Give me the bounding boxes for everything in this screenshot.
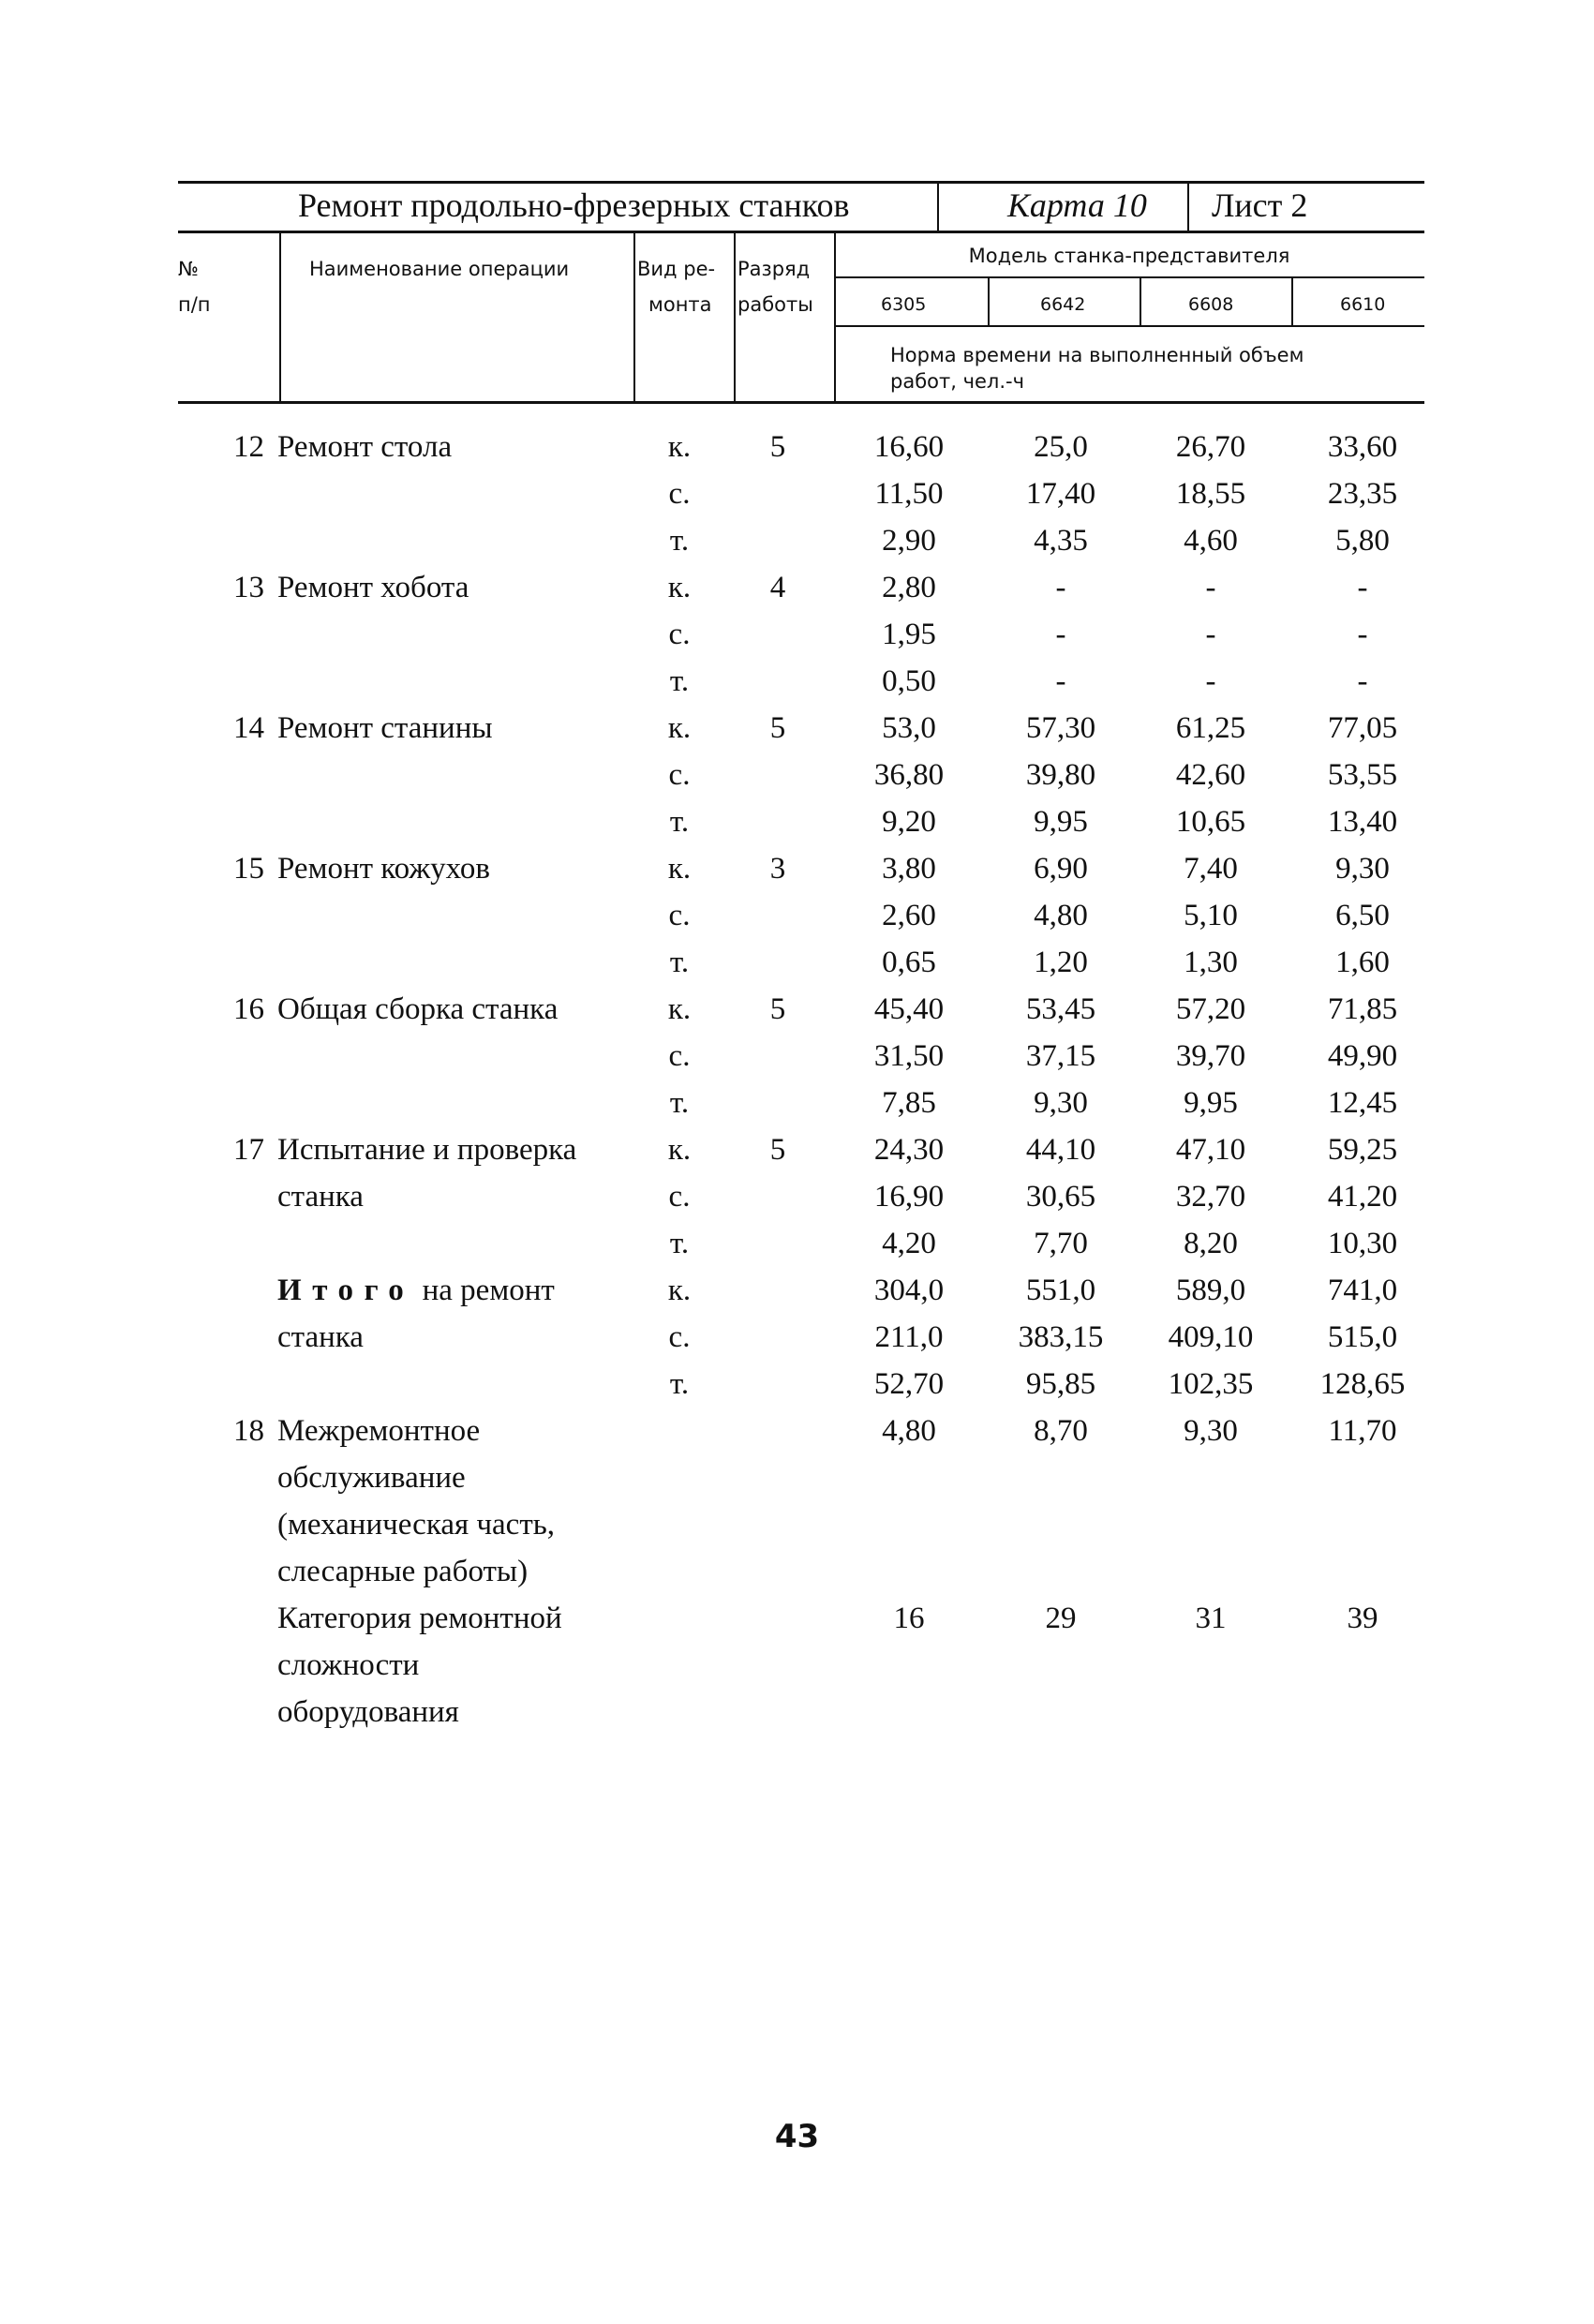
norm-value: 59,25 — [1327, 1133, 1398, 1167]
norm-value: 39,70 — [1175, 1039, 1246, 1073]
norm-value: 11,70 — [1328, 1414, 1397, 1448]
norm-value: 5,10 — [1184, 899, 1238, 932]
norm-value: 8,70 — [1034, 1414, 1088, 1448]
sheet-label: Лист 2 — [1212, 186, 1308, 224]
page-number: 43 — [774, 2118, 820, 2155]
norm-value: 23,35 — [1327, 477, 1398, 511]
norm-value: 0,65 — [882, 946, 936, 979]
norm-value: 1,95 — [882, 618, 936, 651]
row-number: 12 — [233, 430, 264, 464]
work-grade: 3 — [769, 852, 786, 886]
row-number: 14 — [233, 711, 264, 745]
norm-value: 741,0 — [1327, 1274, 1398, 1307]
norm-value: 8,20 — [1184, 1227, 1238, 1260]
norm-value: 0,50 — [882, 664, 936, 698]
row-number: 16 — [233, 992, 264, 1026]
norm-value: 25,0 — [1034, 430, 1088, 464]
norm-value: 1,30 — [1184, 946, 1238, 979]
norm-value: 2,90 — [882, 524, 936, 558]
norm-value: 9,20 — [882, 805, 936, 839]
total-word: Итого — [277, 1274, 415, 1307]
norm-value: 31 — [1195, 1601, 1227, 1635]
col-header-model-6610: 6610 — [1340, 294, 1386, 315]
norm-value: 3,80 — [882, 852, 936, 886]
norm-value: 128,65 — [1319, 1367, 1406, 1401]
norm-value: 9,95 — [1184, 1086, 1238, 1120]
norm-value: 18,55 — [1175, 477, 1246, 511]
norm-value: 33,60 — [1327, 430, 1398, 464]
norm-value: 4,20 — [882, 1227, 936, 1260]
norm-value: 71,85 — [1327, 992, 1398, 1026]
work-grade: 5 — [769, 992, 786, 1026]
norm-value: 11,50 — [874, 477, 944, 511]
model-group-rule — [834, 276, 1424, 278]
norm-value: 9,30 — [1335, 852, 1390, 886]
repair-type: к. — [667, 711, 692, 745]
norm-value: 32,70 — [1175, 1180, 1246, 1214]
model-sep-3 — [1291, 277, 1293, 326]
norm-value: 49,90 — [1327, 1039, 1398, 1073]
repair-type: с. — [668, 1039, 691, 1073]
col-header-no-1: № — [178, 258, 199, 280]
norm-value: 102,35 — [1168, 1367, 1254, 1401]
operation-name: станка — [277, 1320, 364, 1354]
norm-value: 13,40 — [1327, 805, 1398, 839]
header-col-sep-2 — [633, 232, 635, 403]
repair-type: с. — [668, 899, 691, 932]
repair-type: т. — [669, 1086, 690, 1120]
row-number: 18 — [233, 1414, 264, 1448]
norm-value: - — [1205, 571, 1216, 604]
col-header-model-6642: 6642 — [1040, 294, 1086, 315]
col-header-model-6608: 6608 — [1188, 294, 1234, 315]
table-title: Ремонт продольно-фрезерных станков — [298, 186, 850, 224]
norm-value: - — [1357, 571, 1368, 604]
repair-type: т. — [669, 524, 690, 558]
norm-value: - — [1055, 618, 1066, 651]
title-divider-2 — [1187, 184, 1189, 231]
total-rest: на ремонт — [414, 1274, 555, 1307]
norm-value: 5,80 — [1335, 524, 1390, 558]
operation-name: обслуживание — [277, 1461, 466, 1495]
header-bottom-rule — [178, 401, 1424, 404]
norm-value: 7,40 — [1184, 852, 1238, 886]
work-grade: 4 — [769, 571, 786, 604]
norm-value: 1,20 — [1034, 946, 1088, 979]
col-header-name: Наименование операции — [309, 258, 570, 280]
norm-value: - — [1205, 618, 1216, 651]
operation-name: Ремонт хобота — [277, 571, 469, 604]
norm-value: 42,60 — [1175, 758, 1246, 792]
norm-value: 12,45 — [1327, 1086, 1398, 1120]
row-number: 17 — [233, 1133, 264, 1167]
norm-value: 47,10 — [1175, 1133, 1246, 1167]
norm-value: 31,50 — [873, 1039, 945, 1073]
norm-value: 37,15 — [1025, 1039, 1096, 1073]
norm-value: 2,80 — [882, 571, 936, 604]
repair-type: с. — [668, 1320, 691, 1354]
repair-type: к. — [667, 1133, 692, 1167]
norm-value: - — [1205, 664, 1216, 698]
norm-value: 515,0 — [1327, 1320, 1398, 1354]
norm-value: 9,30 — [1034, 1086, 1088, 1120]
repair-type: к. — [667, 852, 692, 886]
title-divider-1 — [937, 184, 939, 231]
norm-value: 17,40 — [1025, 477, 1096, 511]
norm-value: 57,20 — [1175, 992, 1246, 1026]
norm-value: 4,60 — [1184, 524, 1238, 558]
col-header-razr-1: Разряд — [737, 258, 811, 280]
norm-value: - — [1055, 571, 1066, 604]
norm-value: - — [1357, 664, 1368, 698]
norm-value: - — [1055, 664, 1066, 698]
norm-value: 10,30 — [1327, 1227, 1398, 1260]
norm-value: 61,25 — [1175, 711, 1246, 745]
norm-value: 39,80 — [1025, 758, 1096, 792]
operation-name: Испытание и проверка — [277, 1133, 577, 1167]
operation-name: станка — [277, 1180, 364, 1214]
total-label — [277, 1267, 555, 1314]
norm-value: 383,15 — [1018, 1320, 1104, 1354]
repair-type: к. — [667, 430, 692, 464]
col-header-vid-1: Вид ре- — [637, 258, 716, 280]
col-header-norm-2: работ, чел.-ч — [890, 370, 1024, 393]
norm-value: 95,85 — [1025, 1367, 1096, 1401]
repair-type: с. — [668, 758, 691, 792]
header-top-rule — [178, 231, 1424, 233]
row-number: 13 — [233, 571, 264, 604]
repair-type: т. — [669, 946, 690, 979]
norm-value: 211,0 — [874, 1320, 944, 1354]
col-header-razr-2: работы — [737, 293, 813, 316]
norm-value: 53,0 — [882, 711, 936, 745]
norm-value: 45,40 — [873, 992, 945, 1026]
repair-type: с. — [668, 618, 691, 651]
norm-value: 24,30 — [873, 1133, 945, 1167]
norm-value: 589,0 — [1175, 1274, 1246, 1307]
operation-name: оборудования — [277, 1695, 459, 1729]
norm-value: 4,35 — [1034, 524, 1088, 558]
work-grade: 5 — [769, 711, 786, 745]
norm-value: 4,80 — [1034, 899, 1088, 932]
operation-name: Ремонт кожухов — [277, 852, 490, 886]
col-header-no-2: п/п — [178, 293, 211, 316]
norm-value: 57,30 — [1025, 711, 1096, 745]
norm-value: 77,05 — [1327, 711, 1398, 745]
header-col-sep-1 — [279, 232, 281, 403]
norm-value: 1,60 — [1335, 946, 1390, 979]
karta-label: Карта 10 — [1007, 186, 1147, 224]
norm-value: 9,30 — [1184, 1414, 1238, 1448]
norm-value: 53,55 — [1327, 758, 1398, 792]
norm-value: 36,80 — [873, 758, 945, 792]
model-sep-1 — [988, 277, 990, 326]
repair-type: т. — [669, 664, 690, 698]
norm-value: 9,95 — [1034, 805, 1088, 839]
col-header-norm-1: Норма времени на выполненный объем — [890, 344, 1304, 366]
norm-value: 29 — [1045, 1601, 1077, 1635]
title-top-rule — [178, 181, 1424, 184]
norm-value: 2,60 — [882, 899, 936, 932]
norm-value: 39 — [1347, 1601, 1378, 1635]
repair-type: т. — [669, 1227, 690, 1260]
operation-name: Общая сборка станка — [277, 992, 559, 1026]
operation-name: Ремонт станины — [277, 711, 493, 745]
norm-value: 6,50 — [1335, 899, 1390, 932]
norm-value: 551,0 — [1025, 1274, 1096, 1307]
header-col-sep-3 — [734, 232, 736, 403]
norm-value: 53,45 — [1025, 992, 1096, 1026]
norm-value: 4,80 — [882, 1414, 936, 1448]
row-number: 15 — [233, 852, 264, 886]
col-header-vid-2: монта — [648, 293, 712, 316]
norm-value: - — [1357, 618, 1368, 651]
work-grade: 5 — [769, 1133, 786, 1167]
norm-value: 41,20 — [1327, 1180, 1398, 1214]
col-header-model-group: Модель станка-представителя — [968, 245, 1290, 267]
model-number-rule — [834, 325, 1424, 327]
operation-name: Ремонт стола — [277, 430, 453, 464]
operation-name: Категория ремонтной — [277, 1601, 562, 1635]
model-sep-2 — [1140, 277, 1141, 326]
norm-value: 409,10 — [1168, 1320, 1254, 1354]
norm-value: 26,70 — [1175, 430, 1246, 464]
operation-name: сложности — [277, 1648, 420, 1682]
norm-value: 6,90 — [1034, 852, 1088, 886]
repair-type: т. — [669, 805, 690, 839]
repair-type: с. — [668, 477, 691, 511]
norm-value: 52,70 — [873, 1367, 945, 1401]
col-header-model-6305: 6305 — [881, 294, 927, 315]
norm-value: 16 — [893, 1601, 925, 1635]
repair-type: к. — [667, 992, 692, 1026]
repair-type: с. — [668, 1180, 691, 1214]
operation-name: слесарные работы) — [277, 1555, 529, 1588]
repair-type: к. — [667, 571, 692, 604]
norm-value: 304,0 — [873, 1274, 945, 1307]
operation-name: (механическая часть, — [277, 1508, 556, 1542]
repair-type: т. — [669, 1367, 690, 1401]
norm-value: 44,10 — [1025, 1133, 1096, 1167]
norm-value: 30,65 — [1025, 1180, 1096, 1214]
norm-value: 7,85 — [882, 1086, 936, 1120]
operation-name: Межремонтное — [277, 1414, 481, 1448]
norm-value: 7,70 — [1034, 1227, 1088, 1260]
norm-value: 10,65 — [1175, 805, 1246, 839]
norm-value: 16,60 — [873, 430, 945, 464]
work-grade: 5 — [769, 430, 786, 464]
norm-value: 16,90 — [873, 1180, 945, 1214]
repair-type: к. — [667, 1274, 692, 1307]
